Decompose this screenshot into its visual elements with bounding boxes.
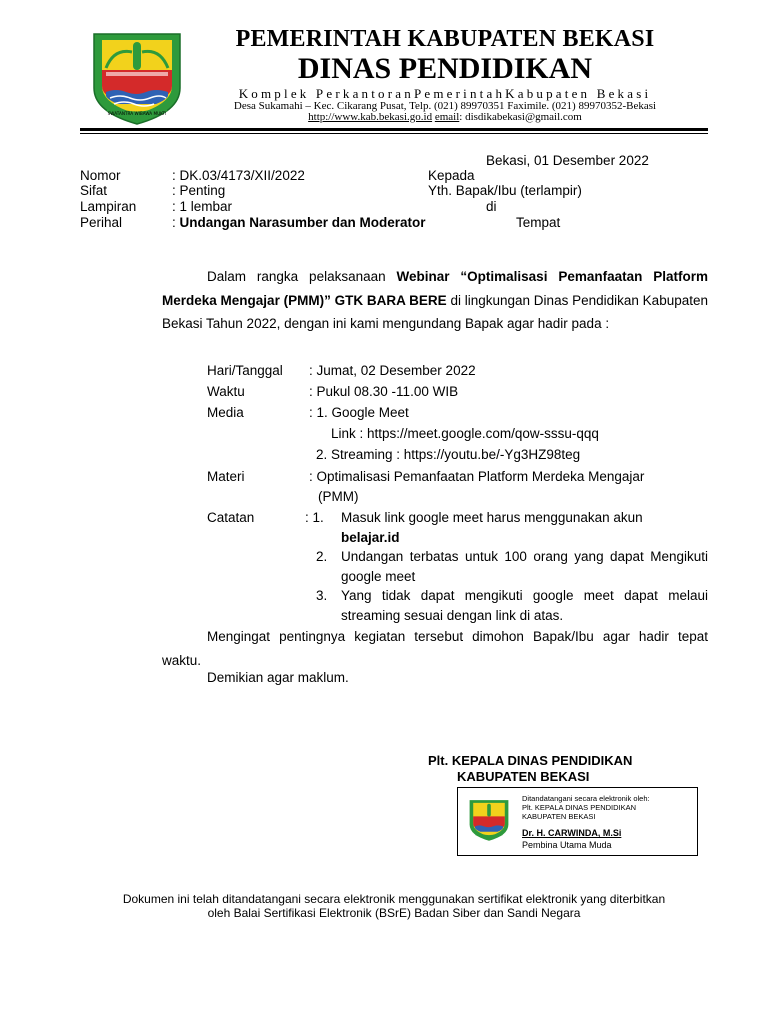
note-text-1: Masuk link google meet harus menggunakan akun — [341, 510, 643, 525]
meta-label-nomor: Nomor — [80, 168, 121, 183]
meta-value-perihal — [172, 215, 426, 231]
note-number-3: 3. — [316, 588, 328, 603]
detail-value-hari: : Jumat, 02 Desember 2022 — [309, 363, 476, 378]
meta-value-lampiran: : 1 lembar — [172, 199, 233, 214]
detail-label-media: Media — [207, 405, 244, 420]
note-number-2: 2. — [316, 549, 328, 564]
meta-label-sifat: Sifat — [80, 183, 108, 198]
detail-label-hari: Hari/Tanggal — [207, 363, 283, 378]
detail-media-google-meet: : 1. Google Meet — [309, 405, 409, 420]
note-text-1-account: belajar.id — [341, 529, 400, 545]
meta-label-perihal: Perihal — [80, 215, 123, 230]
government-name: PEMERINTAH KABUPATEN BEKASI — [235, 26, 655, 52]
signed-by-caption: Ditandatangani secara elektronik oleh: — [522, 794, 650, 803]
signed-by-region: KABUPATEN BEKASI — [522, 812, 596, 821]
footer-line-1: Dokumen ini telah ditandatangani secara elektronik menggunakan sertifikat elektronik yang diterbitkan — [122, 892, 666, 906]
office-address: Desa Sukamahi – Kec. Cikarang Pusat, Telp. (021) 89970351 Faximile. (021) 89970352-Bekasi — [233, 100, 657, 112]
signed-by-position: Plt. KEPALA DINAS PENDIDIKAN — [522, 803, 637, 812]
note-text-2: Undangan terbatas untuk 100 orang yang dapat Mengikuti google meet — [341, 549, 708, 584]
letterhead-divider-thin — [80, 133, 708, 134]
email-label: email — [434, 111, 460, 123]
detail-value-waktu: : Pukul 08.30 -11.00 WIB — [309, 384, 459, 399]
note-item-1 — [341, 508, 708, 547]
perihal-colon: : — [172, 215, 180, 230]
signature-logo — [466, 797, 512, 843]
note-text-3: Yang tidak dapat mengikuti google meet dapat melaui streaming sesuai dengan link di atas. — [341, 588, 708, 623]
meta-value-sifat: : Penting — [172, 183, 226, 198]
opening-paragraph — [162, 265, 708, 336]
recipient-yth: Yth. Bapak/Ibu (terlampir) — [428, 183, 582, 198]
webinar-title: Webinar “Optimalisasi Pemanfaatan Platform Merdeka Mengajar (PMM)” GTK BARA BERE — [162, 269, 708, 308]
opening-text-1: Dalam rangka pelaksanaan — [207, 269, 397, 284]
kabupaten-bekasi-logo — [86, 30, 188, 126]
detail-media-streaming[interactable]: 2. Streaming : https://youtu.be/-Yg3HZ98teg — [316, 447, 581, 462]
detail-media-meet-link[interactable]: Link : https://meet.google.com/qow-sssu-qqq — [331, 426, 599, 441]
recipient-di: di — [486, 199, 497, 214]
office-complex: Komplek PerkantoranPemerintahKabupaten Bekasi — [238, 86, 652, 101]
website-link[interactable]: http://www.kab.bekasi.go.id — [308, 111, 433, 123]
signatory-region: KABUPATEN BEKASI — [457, 769, 590, 784]
signatory-rank: Pembina Utama Muda — [522, 840, 612, 850]
recipient-tempat: Tempat — [516, 215, 561, 230]
detail-value-materi: : Optimalisasi Pemanfaatan Platform Merdeka Mengajar — [309, 469, 645, 484]
signatory-title: Plt. KEPALA DINAS PENDIDIKAN — [428, 753, 633, 768]
closing-remark: Demikian agar maklum. — [207, 670, 349, 685]
meta-value-nomor: : DK.03/4173/XII/2022 — [172, 168, 305, 183]
svg-text:SWATANTRA WIBAWA MUKTI: SWATANTRA WIBAWA MUKTI — [107, 111, 167, 116]
detail-label-waktu: Waktu — [207, 384, 245, 399]
detail-value-materi-cont: (PMM) — [318, 489, 359, 504]
closing-paragraph: Mengingat pentingnya kegiatan tersebut dimohon Bapak/Ibu agar hadir tepat waktu. — [162, 629, 708, 668]
letterhead-divider-thick — [80, 128, 708, 131]
opening-text-2: di lingkungan Dinas Pendidikan Kabupaten Bekasi Tahun 2022, dengan ini kami mengundang Bapak agar hadir pada : — [162, 292, 708, 331]
detail-label-catatan: Catatan — [207, 510, 255, 525]
signatory-name: Dr. H. CARWINDA, M.Si — [522, 828, 622, 838]
footer-line-2: oleh Balai Sertifikasi Elektronik (BSrE) Badan Siber dan Sandi Negara — [207, 906, 581, 920]
department-name: DINAS PENDIDIKAN — [297, 52, 593, 85]
note-number-1: : 1. — [305, 510, 324, 525]
place-date: Bekasi, 01 Desember 2022 — [486, 153, 649, 168]
meta-label-lampiran: Lampiran — [80, 199, 137, 214]
contact-line — [190, 111, 700, 123]
detail-label-materi: Materi — [207, 469, 245, 484]
perihal-subject: Undangan Narasumber dan Moderator — [179, 215, 426, 230]
footer-notice — [70, 892, 718, 920]
email-address: : disdikabekasi@gmail.com — [459, 111, 582, 123]
recipient-kepada: Kepada — [428, 168, 475, 183]
